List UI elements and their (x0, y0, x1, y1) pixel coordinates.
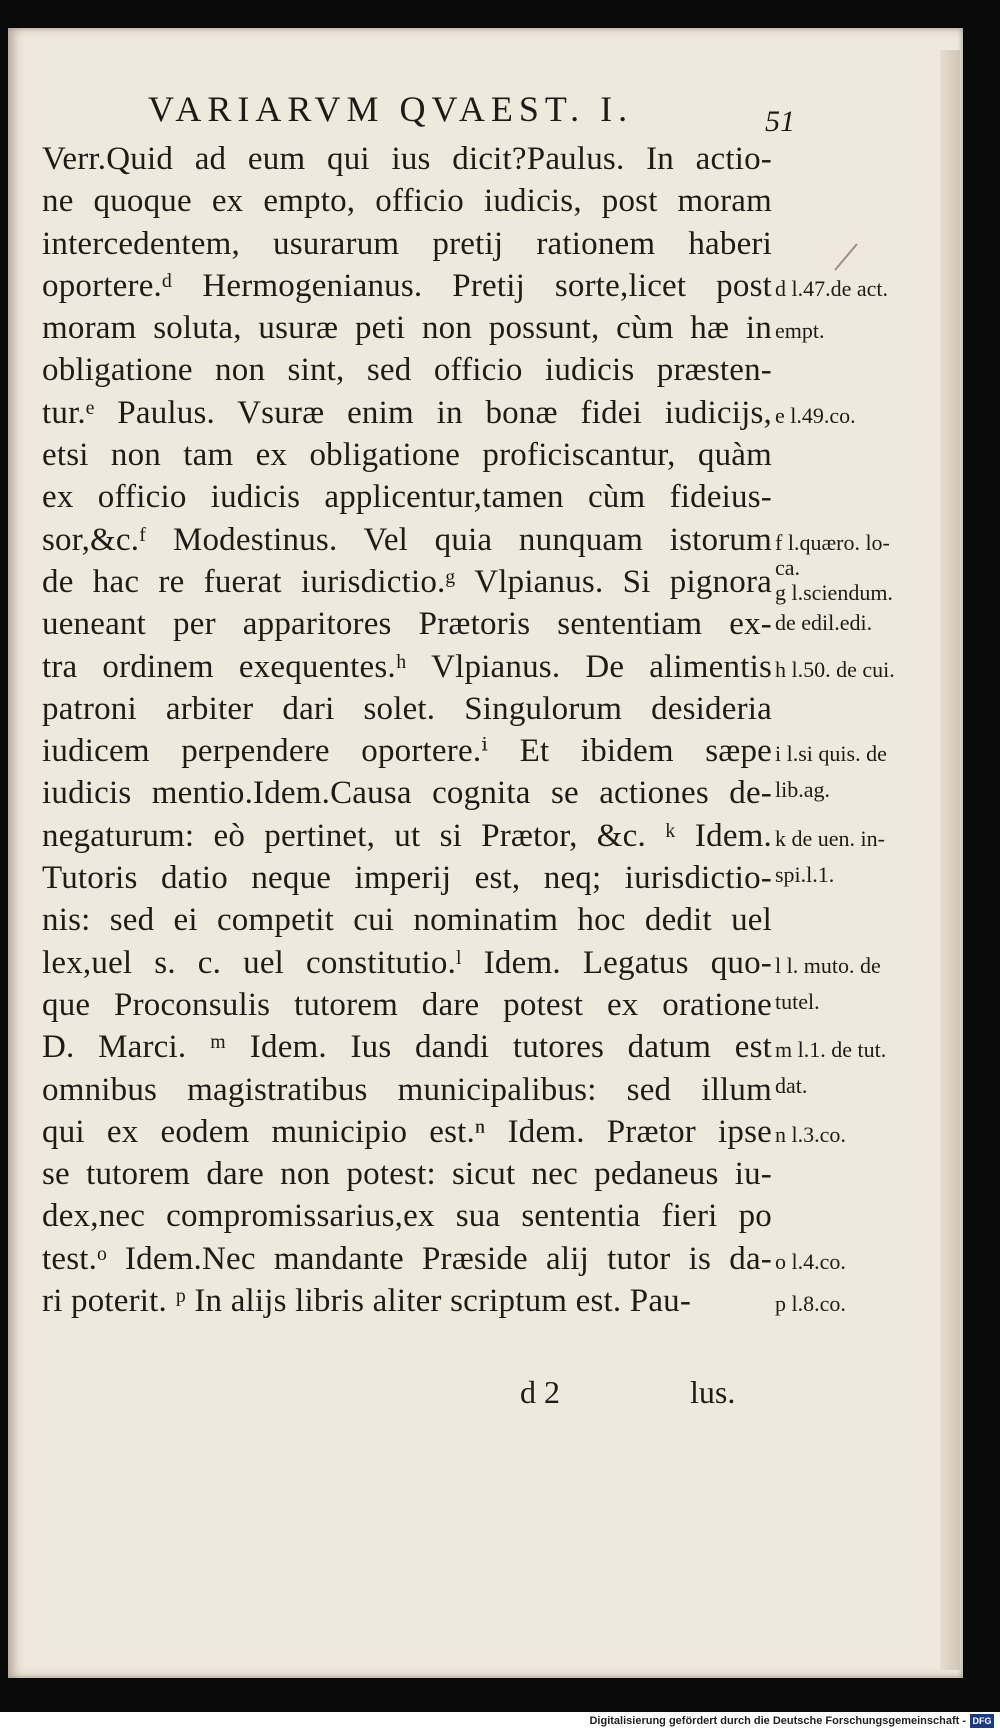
text-line: patroni arbiter dari solet. Singulorum desideria (42, 690, 772, 727)
text-line: nis: sed ei competit cui nominatim hoc dedit uel (42, 902, 772, 939)
text-line: intercedentem, usurarum pretij rationem haberi (42, 225, 772, 262)
text-line: iudicem perpendere oportere.ⁱ Et ibidem sæpe (42, 733, 772, 770)
running-head: VARIARVM QVAEST. I. (148, 89, 634, 129)
marginal-note: o l.4.co. (775, 1248, 846, 1274)
signature-mark: d 2 (520, 1374, 560, 1410)
marginal-note: dat. (775, 1073, 808, 1099)
marginal-note: k de uen. in- (775, 825, 885, 851)
marginal-note: ca. (775, 555, 801, 581)
text-line: D. Marci. ᵐ Idem. Ius dandi tutores datum est (42, 1029, 772, 1066)
marginal-note: n l.3.co. (775, 1121, 846, 1147)
marginal-note: spi.l.1. (775, 861, 835, 887)
marginal-note: empt. (775, 318, 825, 344)
footer-credit: Digitalisierung gefördert durch die Deutsche Forschungsgemeinschaft - (589, 1715, 966, 1727)
text-line: obligatione non sint, sed officio iudicis præsten- (42, 352, 772, 389)
text-line: qui ex eodem municipio est.ⁿ Idem. Prætor ipse (42, 1113, 772, 1150)
text-line: moram soluta, usuræ peti non possunt, cùm hæ in (42, 310, 772, 347)
marginal-note: lib.ag. (775, 777, 830, 803)
page-number: 51 (765, 105, 795, 138)
text-line: test.ᵒ Idem.Nec mandante Præside alij tutor is da- (42, 1240, 772, 1277)
text-line: negaturum: eò pertinet, ut si Prætor, &c. ᵏ Idem. (42, 817, 772, 854)
text-line: dex,nec compromissarius,ex sua sententia fieri po (42, 1198, 772, 1235)
marginal-note: g l.sciendum. (775, 580, 893, 606)
dfg-logo: DFG (970, 1714, 994, 1728)
marginal-note: h l.50. de cui. (775, 656, 895, 682)
text-line: lex,uel s. c. uel constitutio.ˡ Idem. Legatus quo- (42, 944, 772, 981)
marginal-note: f l.quæro. lo- (775, 529, 890, 555)
marginal-note: d l.47.de act. (775, 275, 889, 301)
text-line: de hac re fuerat iurisdictio.ᵍ Vlpianus. Si pignora (42, 563, 772, 600)
text-line: tra ordinem exequentes.ʰ Vlpianus. De alimentis (42, 648, 772, 685)
text-line: etsi non tam ex obligatione proficiscantur, quàm (42, 437, 772, 474)
marginal-note: p l.8.co. (775, 1291, 846, 1317)
text-line: ne quoque ex empto, officio iudicis, post moram (42, 183, 772, 220)
text-line: tur.ᵉ Paulus. Vsuræ enim in bonæ fidei iudicijs, (42, 394, 772, 431)
catchword: lus. (690, 1374, 736, 1410)
text-line: Verr.Quid ad eum qui ius dicit?Paulus. In actio- (42, 141, 772, 177)
marginal-note: e l.49.co. (775, 402, 856, 428)
marginal-note: l l. muto. de (775, 952, 881, 978)
body-text (42, 138, 772, 1322)
marginal-note: m l.1. de tut. (775, 1037, 887, 1063)
text-line: iudicis mentio.Idem.Causa cognita se actiones de- (42, 775, 772, 812)
text-line: que Proconsulis tutorem dare potest ex oratione (42, 986, 772, 1023)
marginal-note: de edil.edi. (775, 610, 873, 636)
text-line: se tutorem dare non potest: sicut nec pedaneus iu- (42, 1156, 772, 1193)
text-line: ueneant per apparitores Prætoris sententiam ex- (42, 606, 772, 643)
marginal-note: i l.si quis. de (775, 741, 887, 767)
text-line: ri poterit. ᵖ In alijs libris aliter scriptum est. Pau- (42, 1283, 692, 1320)
text-line: omnibus magistratibus municipalibus: sed illum (42, 1071, 772, 1108)
text-line: ex officio iudicis applicentur,tamen cùm fideius- (42, 479, 772, 516)
marginal-note: tutel. (775, 988, 820, 1014)
text-line: Tutoris datio neque imperij est, neq; iurisdictio- (42, 860, 772, 897)
text-line: sor,&c.ᶠ Modestinus. Vel quia nunquam istorum (42, 521, 772, 558)
text-line: oportere.ᵈ Hermogenianus. Pretij sorte,licet post (42, 267, 772, 304)
